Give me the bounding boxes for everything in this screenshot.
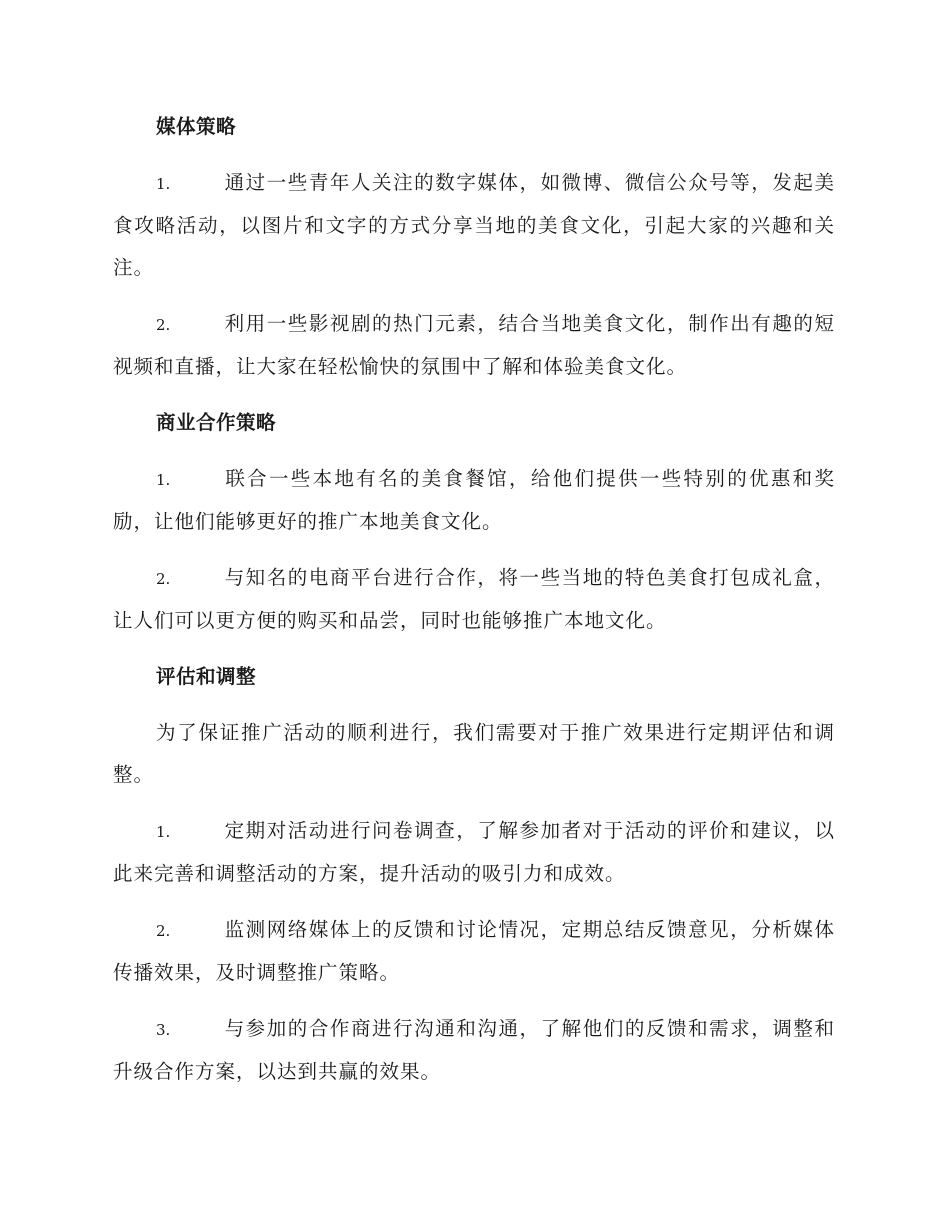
section-intro-paragraph: 为了保证推广活动的顺利进行，我们需要对于推广效果进行定期评估和调整。 — [113, 721, 835, 786]
section-heading-evaluation: 评估和调整 — [156, 665, 257, 688]
list-item — [113, 162, 835, 289]
list-item-text: 联合一些本地有名的美食餐馆，给他们提供一些特别的优惠和奖励，让他们能够更好的推广本地美食文化。 — [113, 467, 835, 533]
list-number: 3. — [156, 1021, 171, 1039]
list-number: 2. — [156, 570, 171, 588]
list-number: 1. — [156, 823, 171, 841]
list-item — [113, 810, 835, 895]
list-item — [113, 303, 835, 388]
list-number: 2. — [156, 922, 171, 940]
list-item-text: 通过一些青年人关注的数字媒体，如微博、微信公众号等，发起美食攻略活动，以图片和文字的方式分享当地的美食文化，引起大家的兴趣和关注。 — [113, 171, 835, 279]
list-number: 1. — [156, 471, 171, 489]
list-item — [113, 1008, 835, 1093]
list-item-text: 监测网络媒体上的反馈和讨论情况，定期总结反馈意见，分析媒体传播效果，及时调整推广策略。 — [113, 918, 835, 984]
list-item-text: 与知名的电商平台进行合作，将一些当地的特色美食打包成礼盒，让人们可以更方便的购买和品尝，同时也能够推广本地文化。 — [113, 566, 835, 632]
list-item-text: 定期对活动进行问卷调查，了解参加者对于活动的评价和建议，以此来完善和调整活动的方案，提升活动的吸引力和成效。 — [113, 819, 835, 885]
section-heading-media-strategy: 媒体策略 — [156, 115, 237, 138]
list-number: 2. — [156, 316, 171, 334]
list-item — [113, 458, 835, 543]
list-item-text: 与参加的合作商进行沟通和沟通，了解他们的反馈和需求，调整和升级合作方案，以达到共赢的效果。 — [113, 1017, 835, 1083]
list-item — [113, 557, 835, 642]
list-item-text: 利用一些影视剧的热门元素，结合当地美食文化，制作出有趣的短视频和直播，让大家在轻松愉快的氛围中了解和体验美食文化。 — [113, 312, 835, 378]
section-heading-business-cooperation: 商业合作策略 — [156, 411, 277, 434]
list-number: 1. — [156, 175, 171, 193]
document-body — [113, 106, 835, 1107]
list-item — [113, 909, 835, 994]
